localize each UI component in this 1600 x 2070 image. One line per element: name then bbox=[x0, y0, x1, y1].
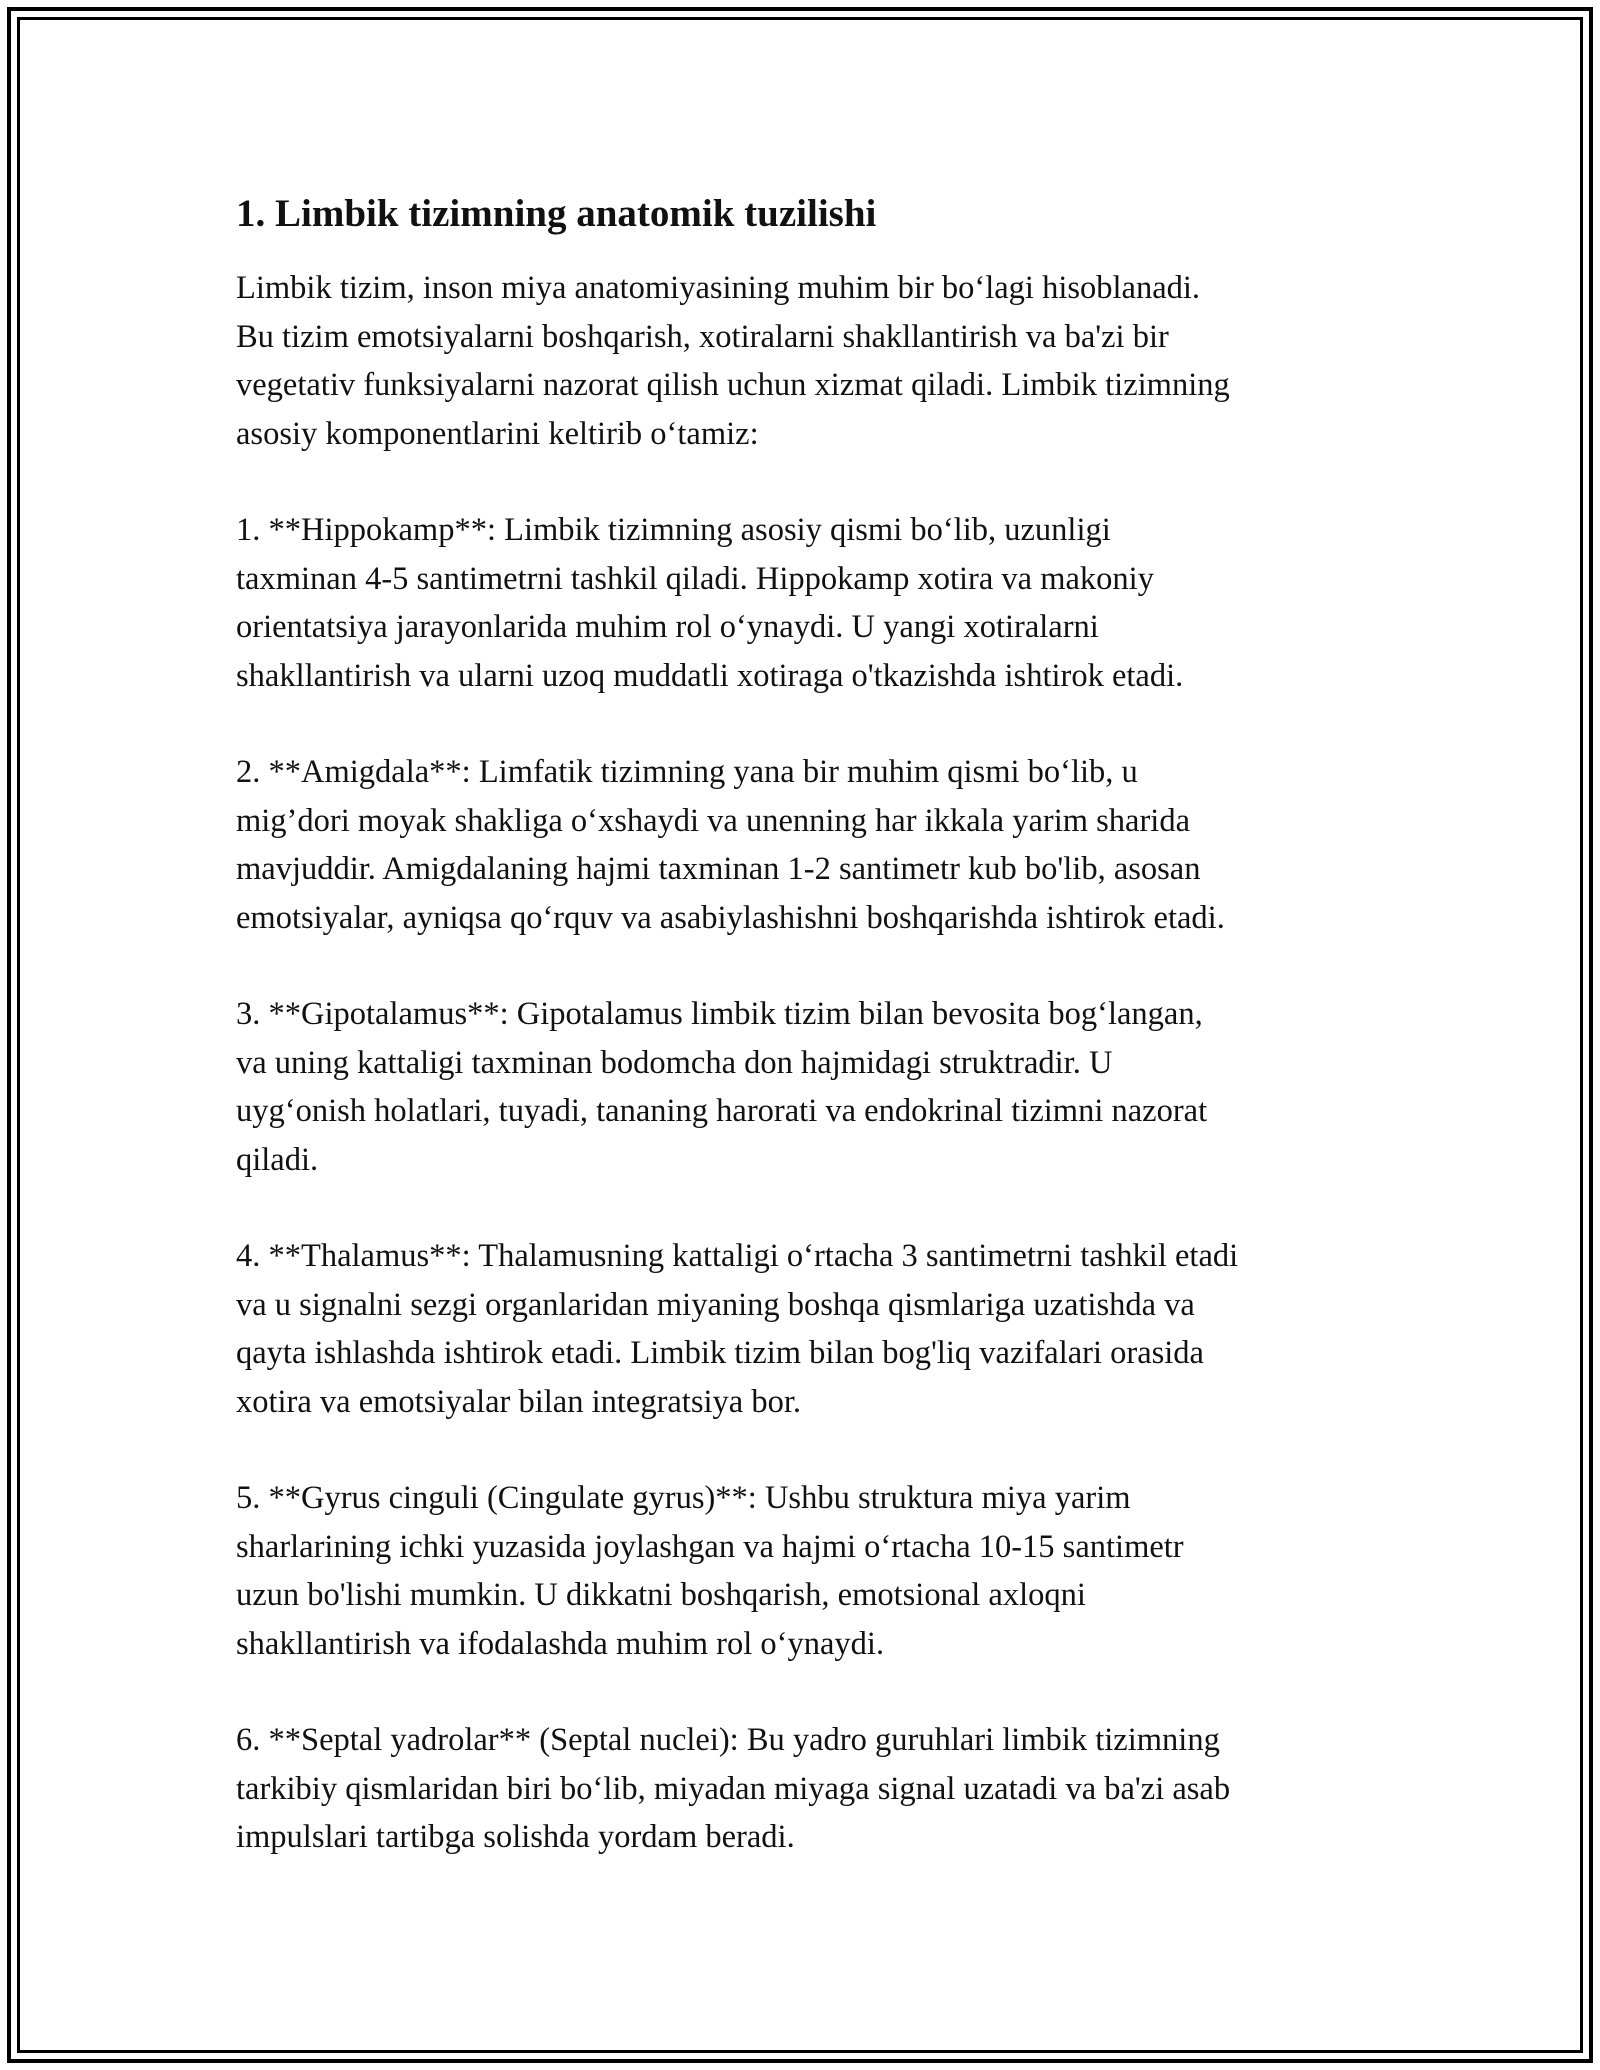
intro-paragraph: Limbik tizim, inson miya anatomiyasining muhim bir bo‘lagi hisoblanadi. Bu tizim emotsiyalarni boshqarish, xotiralarni shakllantirish va ba'zi bir vegetativ funksiyalarni nazorat qilish uchun xizmat qiladi. Limbik tizimning asosiy komponentlarini keltirib o‘tamiz: bbox=[236, 270, 1230, 452]
paragraph-amigdala: 2. **Amigdala**: Limfatik tizimning yana bir muhim qismi bo‘lib, u mig’dori moyak shakliga o‘xshaydi va unenning har ikkala yarim sharida mavjuddir. Amigdalaning hajmi taxminan 1-2 santimetr kub bo'lib, asosan emotsiyalar, ayniqsa qo‘rquv va asabiylashishni boshqarishda ishtirok etadi. bbox=[236, 754, 1225, 936]
paragraph-hippokamp: 1. **Hippokamp**: Limbik tizimning asosiy qismi bo‘lib, uzunligi taxminan 4-5 santimetrni tashkil qiladi. Hippokamp xotira va makoniy orientatsiya jarayonlarida muhim rol o‘ynaydi. U yangi xotiralarni shakllantirish va ularni uzoq muddatli xotiraga o'tkazishda ishtirok etadi. bbox=[236, 512, 1184, 694]
document-body bbox=[236, 186, 1396, 1910]
paragraph-thalamus: 4. **Thalamus**: Thalamusning kattaligi o‘rtacha 3 santimetrni tashkil etadi va u signalni sezgi organlaridan miyaning boshqa qismlariga uzatishda va qayta ishlashda ishtirok etadi. Limbik tizim bilan bog'liq vazifalari orasida xotira va emotsiyalar bilan integratsiya bor. bbox=[236, 1238, 1239, 1420]
section-heading: 1. Limbik tizimning anatomik tuzilishi bbox=[236, 192, 877, 235]
paragraph-gyrus-cinguli: 5. **Gyrus cinguli (Cingulate gyrus)**: Ushbu struktura miya yarim sharlarining ichki yuzasida joylashgan va hajmi o‘rtacha 10-15 santimetr uzun bo'lishi mumkin. U dikkatni boshqarish, emotsional axloqni shakllantirish va ifodalashda muhim rol o‘ynaydi. bbox=[236, 1480, 1184, 1662]
paragraph-gipotalamus: 3. **Gipotalamus**: Gipotalamus limbik tizim bilan bevosita bog‘langan, va uning kattaligi taxminan bodomcha don hajmidagi struktradir. U uyg‘onish holatlari, tuyadi, tananing harorati va endokrinal tizimni nazorat qiladi. bbox=[236, 996, 1208, 1178]
paragraph-septal-yadrolar: 6. **Septal yadrolar** (Septal nuclei): Bu yadro guruhlari limbik tizimning tarkibiy qismlaridan biri bo‘lib, miyadan miyaga signal uzatadi va ba'zi asab impulslari tartibga solishda yordam beradi. bbox=[236, 1722, 1231, 1855]
